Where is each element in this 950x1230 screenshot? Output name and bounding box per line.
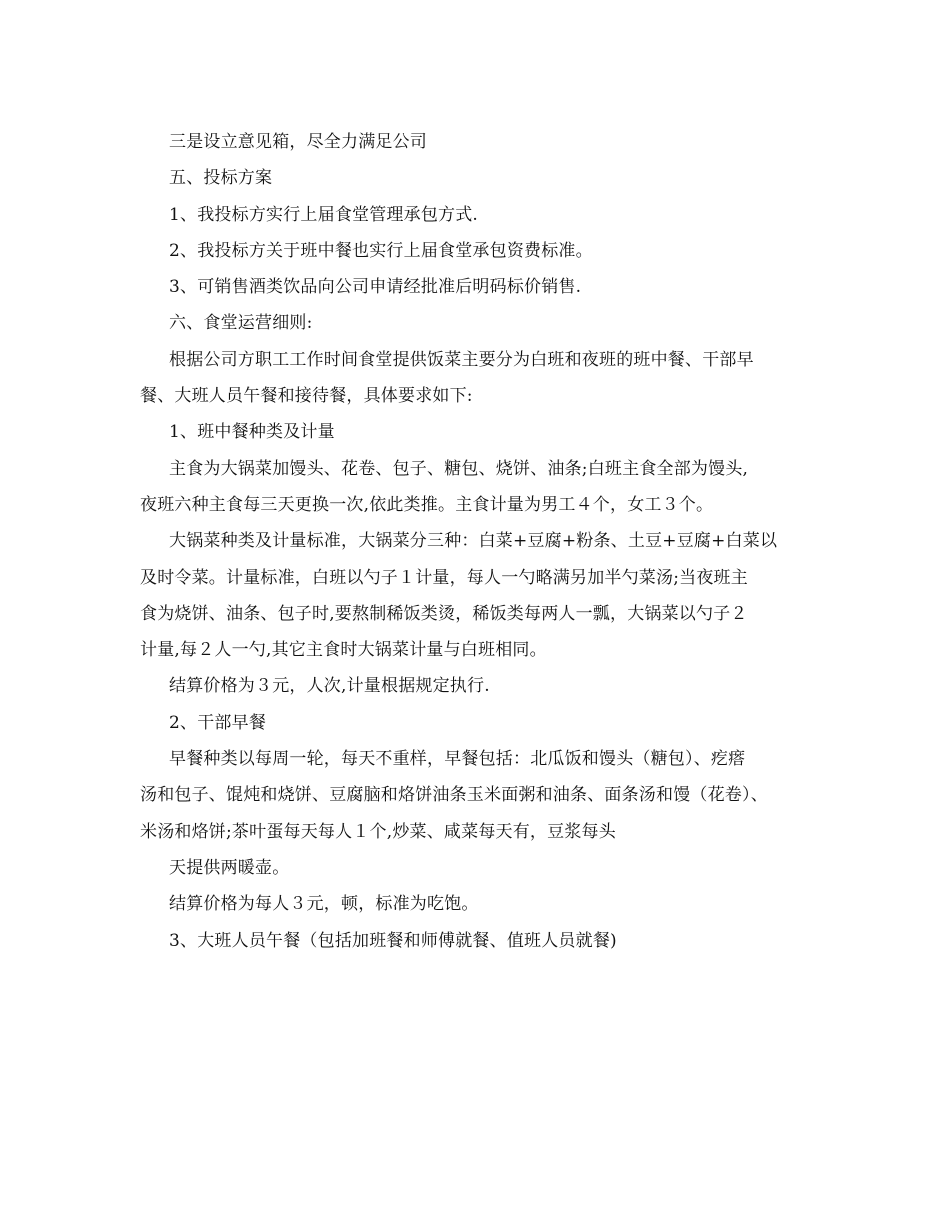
section-heading: 六、食堂运营细则: xyxy=(169,313,313,334)
paragraph-line: 餐、大班人员午餐和接待餐，具体要求如下: xyxy=(140,386,473,407)
document-body xyxy=(140,124,808,959)
list-item: 1、我投标方实行上届食堂管理承包方式. xyxy=(169,204,479,225)
paragraph-line: 结算价格为每人３元，顿，标准为吃饱。 xyxy=(169,894,479,915)
paragraph-line: 天提供两暖壶。 xyxy=(169,857,290,878)
paragraph-line: 米汤和烙饼;茶叶蛋每天每人１个,炒菜、咸菜每天有，豆浆每头 xyxy=(140,821,616,842)
paragraph-line: 食为烧饼、油条、包子时,要熬制稀饭类烫，稀饭类每两人一瓢，大锅菜以勺子２ xyxy=(140,603,748,624)
section-heading: 五、投标方案 xyxy=(169,168,273,189)
subsection-heading: 1、班中餐种类及计量 xyxy=(169,422,335,443)
paragraph-line: 夜班六种主食每三天更换一次,依此类推。主食计量为男工４个，女工３个。 xyxy=(140,494,714,515)
paragraph-line: 及时令菜。计量标准，白班以勺子１计量，每人一勺略满另加半勺菜汤;当夜班主 xyxy=(140,567,748,588)
paragraph-line: 计量,每２人一勺,其它主食时大锅菜计量与白班相同。 xyxy=(140,640,547,661)
paragraph-line: 大锅菜种类及计量标准，大锅菜分三种：白菜+豆腐+粉条、土豆+豆腐+白菜以 xyxy=(169,531,778,552)
paragraph-line: 结算价格为３元，人次,计量根据规定执行. xyxy=(169,676,490,697)
subsection-heading: 2、干部早餐 xyxy=(169,712,267,733)
paragraph-line: 主食为大锅菜加馒头、花卷、包子、糖包、烧饼、油条;白班主食全部为馒头, xyxy=(169,458,749,479)
paragraph-line: 早餐种类以每周一轮，每天不重样，早餐包括：北瓜饭和馒头（糖包）、疙瘩 xyxy=(169,749,746,770)
paragraph-line: 根据公司方职工工作时间食堂提供饭菜主要分为白班和夜班的班中餐、干部早 xyxy=(169,349,754,370)
list-item: 2、我投标方关于班中餐也实行上届食堂承包资费标准。 xyxy=(169,240,593,261)
list-item: 3、可销售酒类饮品向公司申请经批准后明码标价销售. xyxy=(169,277,582,298)
subsection-heading: 3、大班人员午餐（包括加班餐和师傅就餐、值班人员就餐) xyxy=(169,930,617,951)
paragraph-line: 三是设立意见箱，尽全力满足公司 xyxy=(169,132,427,152)
paragraph-line: 汤和包子、馄炖和烧饼、豆腐脑和烙饼油条玉米面粥和油条、面条汤和馒（花卷）、 xyxy=(140,785,768,806)
